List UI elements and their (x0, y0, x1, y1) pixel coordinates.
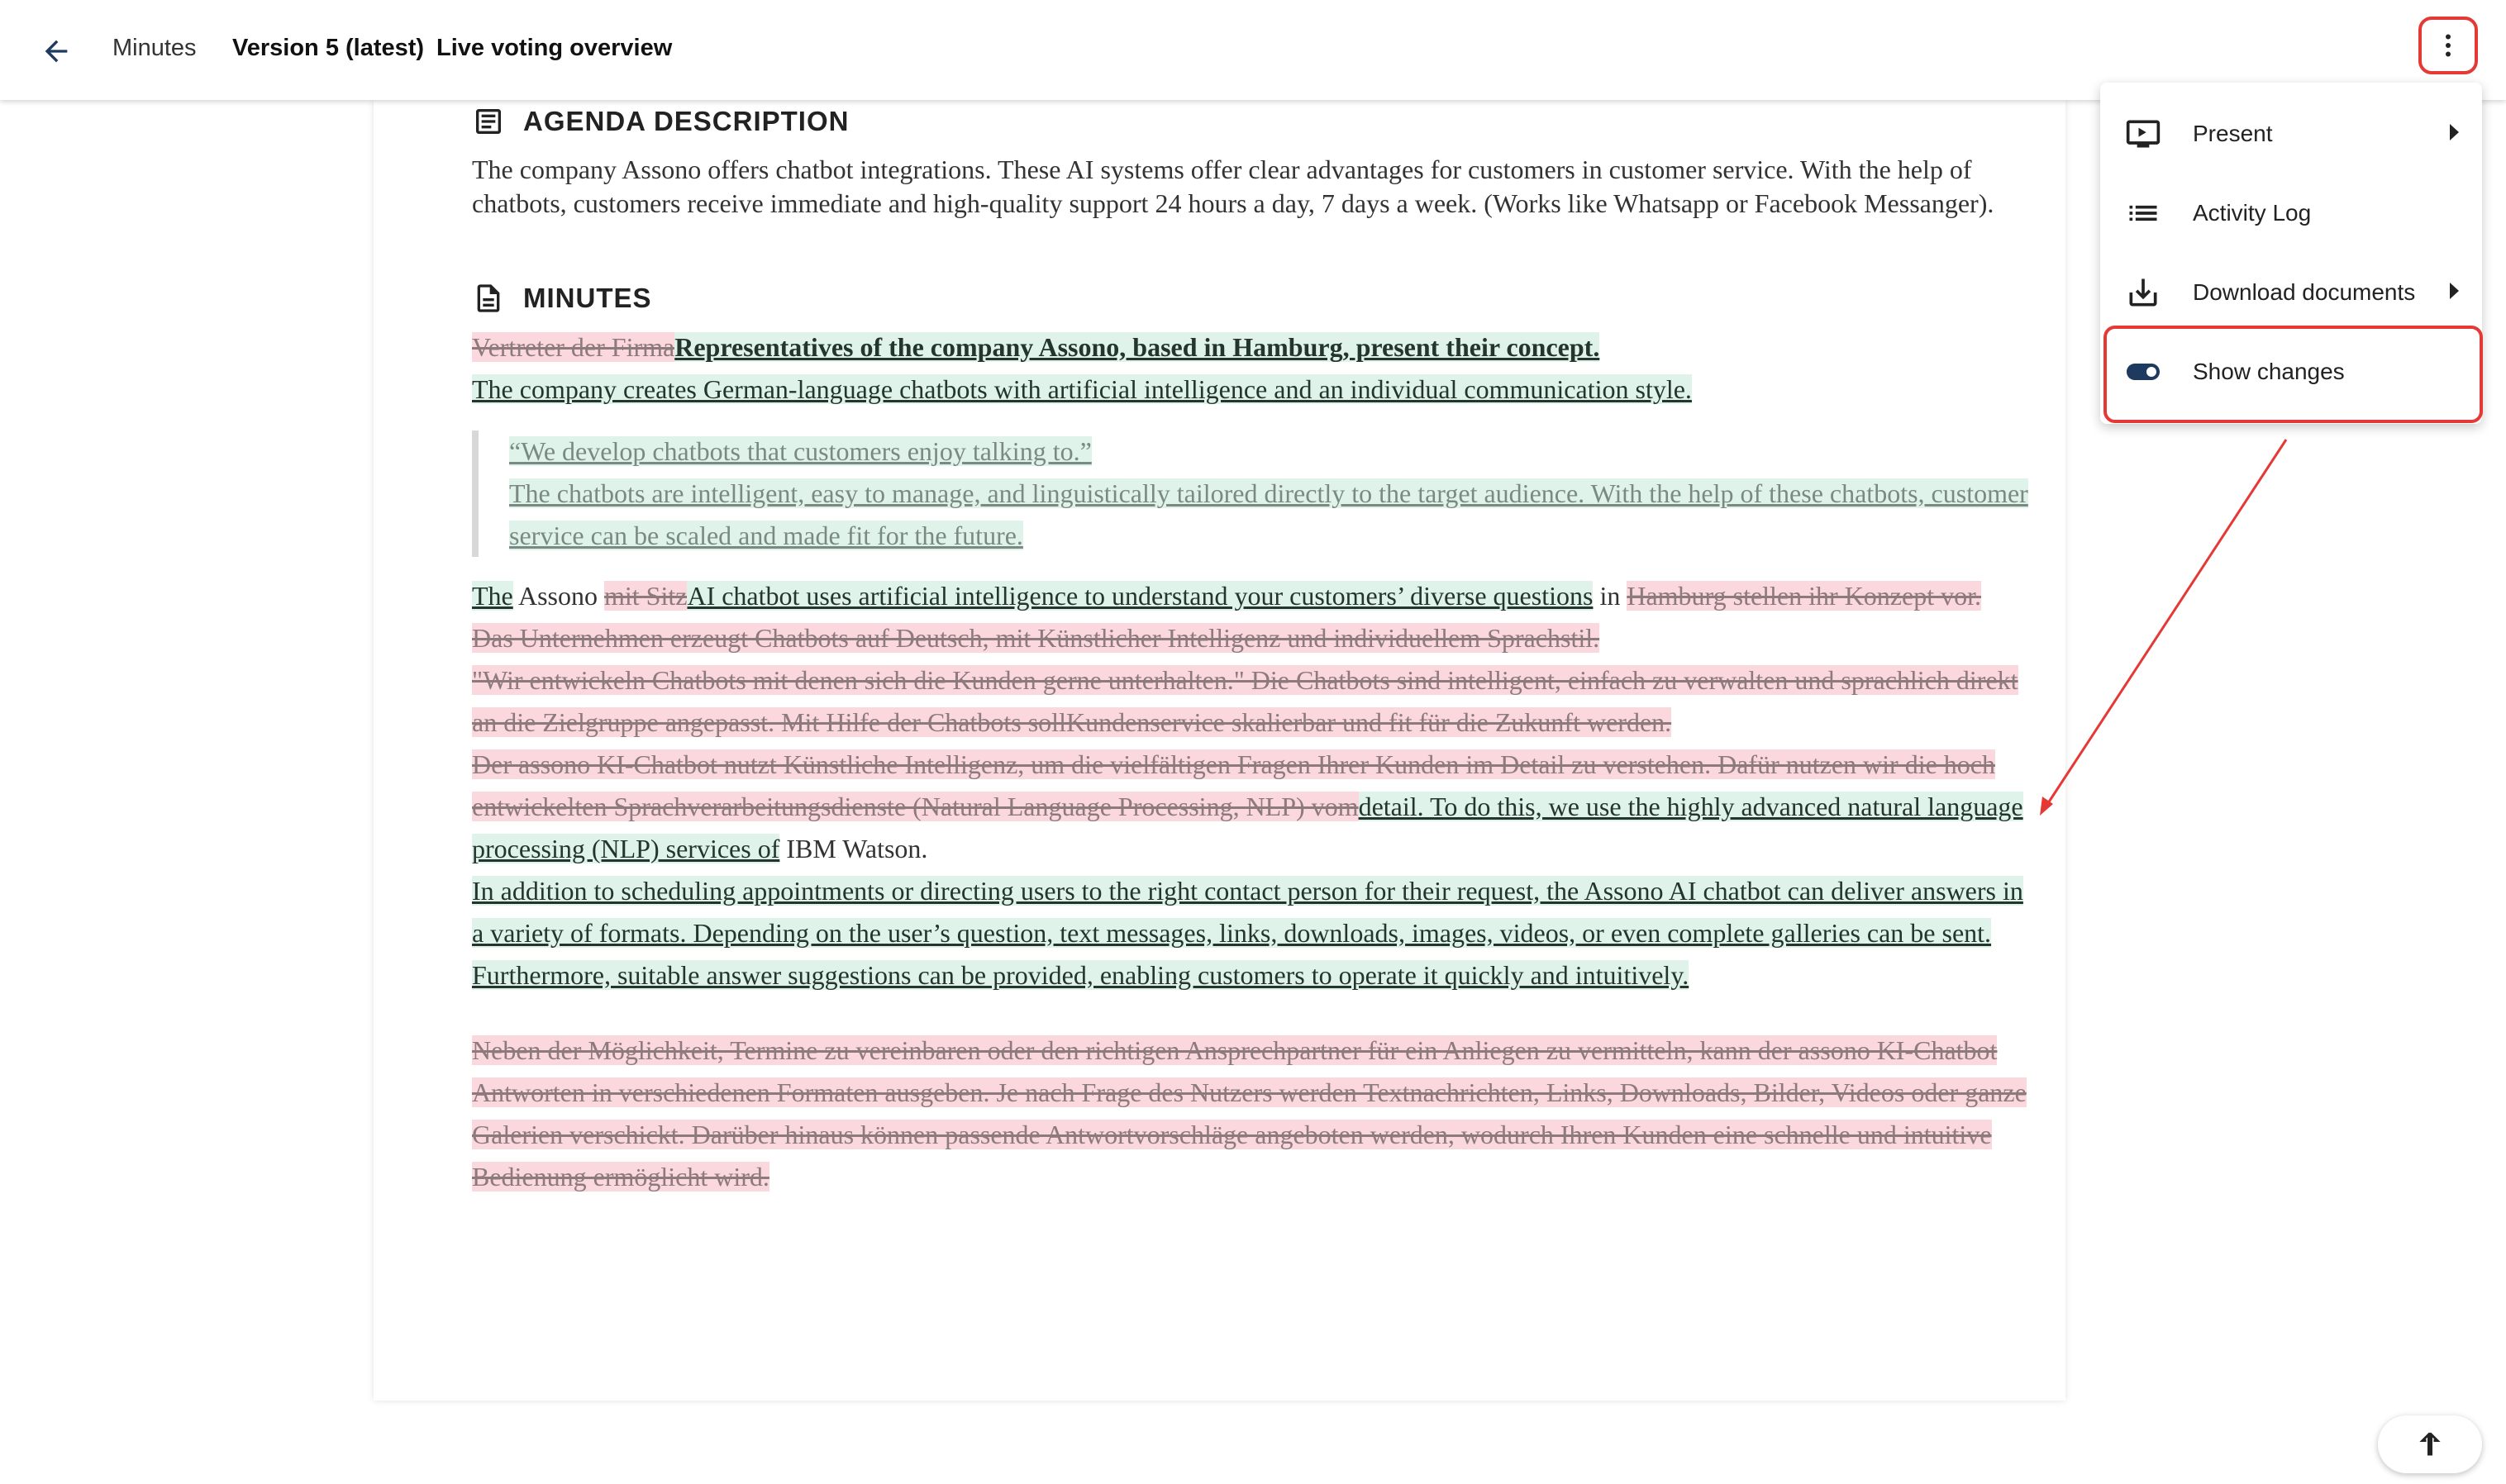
present-icon (2123, 114, 2163, 154)
arrow-back-icon (40, 35, 73, 68)
menu-item-label: Show changes (2193, 359, 2345, 384)
inserted-text: The company creates German-language chatbots with artificial intelligence and an individual communication style. (472, 374, 1692, 404)
menu-item-activity-log[interactable] (2100, 174, 2482, 253)
deleted-text: Neben der Möglichkeit, Termine zu vereinbaren oder den richtigen Ansprechpartner für ein Anliegen zu vermitteln, kann der assono KI-Chatbot Antworten in verschiedenen Formaten ausgeben. Je nach Frage des Nutzers werden Textnachrichten, Links, Downloads, Bilder, Videos oder ganze Galerien verschickt. Darüber hinaus können passende Antwortvorschläge angeboten werden, wodurch Ihren Kunden eine schnelle und intuitive Bedienung ermöglicht wird. (472, 1035, 2027, 1191)
agenda-text: The company Assono offers chatbot integrations. These AI systems offer clear advantages for customers in customer service. With the help of chatbots, customers receive immediate and high-quality support 24 hours a day, 7 days a week. (Works like Whatsapp or Facebook Messanger). (472, 155, 1994, 218)
inserted-text: The (472, 581, 513, 611)
minutes-title: MINUTES (523, 283, 652, 313)
unchanged-text: in (1593, 581, 1627, 611)
menu-item-download-documents[interactable] (2100, 253, 2482, 332)
deleted-text: Der assono KI-Chatbot nutzt Künstliche Intelligenz, um die vielfältigen Fragen Ihrer Kunden im Detail zu verstehen. Dafür nutzen wir die hoch entwickelten Sprachverarbeitungsdienste (Natural Language Processing, NLP) vom (472, 749, 1995, 821)
back-button[interactable] (25, 20, 88, 83)
toggle-icon (2123, 352, 2163, 392)
article-icon (472, 105, 505, 138)
breadcrumb-minutes[interactable]: Minutes (112, 35, 197, 61)
inserted-text: detail. To do this, we use the highly advanced natural language processing (NLP) services of (472, 792, 2023, 863)
more-options-menu (2100, 83, 2482, 424)
inserted-text: Representatives of the company Assono, based in Hamburg, present their concept. (674, 332, 1600, 362)
inserted-text: AI chatbot uses artificial intelligence to understand your customers’ diverse questions (687, 581, 1594, 611)
arrow-upward-icon (2415, 1429, 2445, 1459)
agenda-title: AGENDA DESCRIPTION (523, 106, 850, 136)
inserted-text: In addition to scheduling appointments or directing users to the right contact person for their request, the Assono AI chatbot can deliver answers in a variety of formats. Depending on the user’s question, text messages, links, downloads, images, videos, or even complete galleries can be sent. Furthermore, suitable answer suggestions can be provided, enabling customers to operate it quickly and intuitively. (472, 876, 2023, 990)
minutes-paragraph-3 (472, 575, 2031, 996)
deleted-text: "Wir entwickeln Chatbots mit denen sich die Kunden gerne unterhalten." Die Chatbots sind intelligent, einfach zu verwalten und sprachlich direkt an die Zielgruppe angepasst. Mit Hilfe der Chatbots sollKundenservice skalierbar und fit für die Zukunft werden. (472, 665, 2018, 737)
quote-block (472, 430, 2031, 557)
download-icon (2123, 273, 2163, 312)
quote-line-2: The chatbots are intelligent, easy to manage, and linguistically tailored directly to the target audience. With the help of these chatbots, customer service can be scaled and made fit for the future. (509, 478, 2028, 550)
minutes-paragraph-2 (472, 369, 2031, 411)
unchanged-text: Assono (512, 581, 604, 611)
document-icon (472, 282, 505, 315)
submenu-arrow-icon (2450, 124, 2459, 140)
menu-item-label: Activity Log (2193, 200, 2312, 226)
more-vert-icon (2433, 31, 2463, 60)
submenu-arrow-icon (2450, 283, 2459, 299)
scroll-to-top-button[interactable] (2378, 1415, 2482, 1473)
minutes-paragraph-4 (472, 1030, 2031, 1198)
breadcrumb-live-voting[interactable]: Live voting overview (436, 35, 673, 61)
menu-item-label: Download documents (2193, 279, 2416, 305)
menu-item-label: Present (2193, 121, 2273, 146)
unchanged-text: IBM Watson. (779, 834, 928, 863)
deleted-text: mit Sitz (604, 581, 688, 611)
menu-item-show-changes[interactable] (2100, 332, 2482, 411)
more-options-button[interactable] (2418, 17, 2478, 74)
list-icon (2123, 193, 2163, 233)
deleted-text: Vertreter der Firma (472, 332, 675, 362)
menu-item-present[interactable] (2100, 94, 2482, 174)
minutes-heading (472, 278, 2031, 318)
document-content (472, 100, 2031, 1198)
breadcrumb-version[interactable]: Version 5 (latest) (232, 35, 425, 61)
deleted-text: Das Unternehmen erzeugt Chatbots auf Deutsch, mit Künstlicher Intelligenz und individuellem Sprachstil. (472, 623, 1600, 653)
deleted-text: Hamburg stellen ihr Konzept vor. (1627, 581, 1981, 611)
minutes-paragraph-1 (472, 326, 2031, 369)
agenda-heading (472, 102, 2031, 141)
quote-line-1: “We develop chatbots that customers enjoy talking to.” (509, 436, 1092, 466)
